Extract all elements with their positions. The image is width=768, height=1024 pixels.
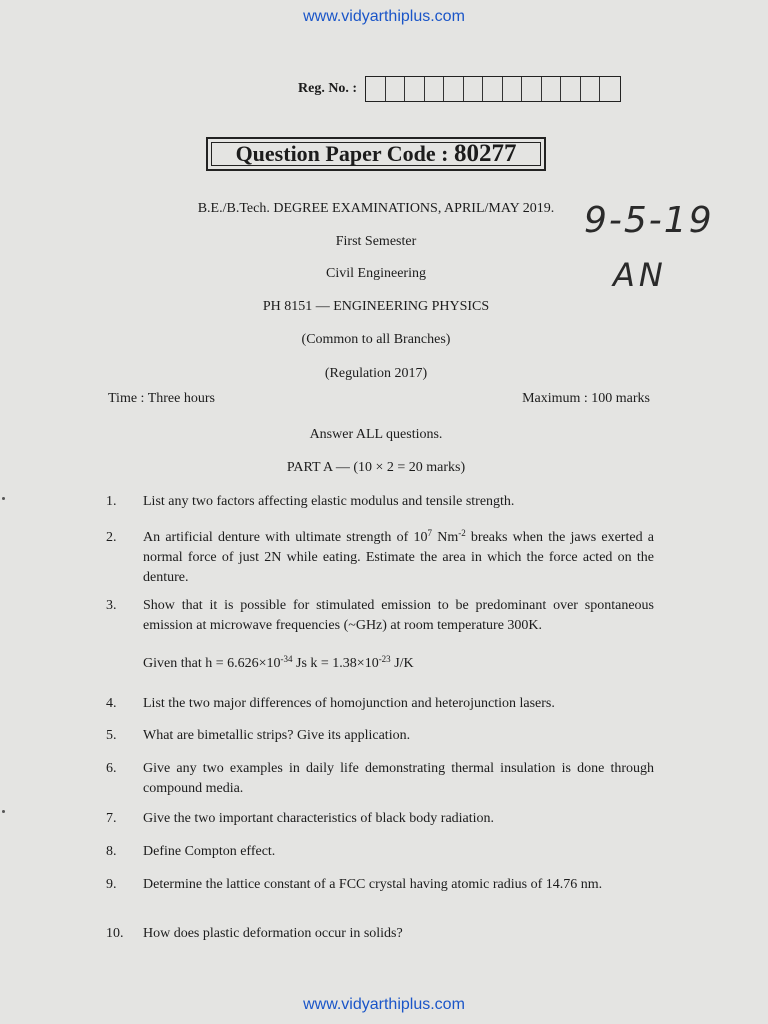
- question-text: Determine the lattice constant of a FCC crystal having atomic radius of 14.76 nm.: [143, 877, 603, 892]
- given-constants: Given that $h = 6.626\times 10^{-34}$ Js $k = 1.38\times 10^{-23}$ J/K: [143, 654, 414, 671]
- question-item: [106, 492, 654, 512]
- footer-url[interactable]: www.vidyarthiplus.com: [303, 996, 465, 1013]
- question-item: [106, 528, 654, 588]
- reg-no-box: [522, 77, 542, 101]
- handwritten-date: 9-5-19: [584, 200, 714, 241]
- scan-speck: [2, 810, 5, 813]
- reg-no-field: [298, 76, 621, 102]
- qpc-text: [236, 140, 517, 168]
- question-item: [106, 842, 654, 862]
- handwritten-session: AN: [613, 256, 667, 294]
- exam-title: B.E./B.Tech. DEGREE EXAMINATIONS, APRIL/MAY 2019.: [197, 201, 555, 216]
- time-marks-row: [108, 391, 650, 407]
- question-number: 7.: [106, 811, 117, 826]
- common-note: (Common to all Branches): [301, 332, 451, 347]
- exponent: -2: [458, 528, 466, 538]
- question-number: 8.: [106, 844, 117, 859]
- question-item: [106, 596, 654, 636]
- qpc-label: Question Paper Code :: [235, 141, 449, 166]
- instruction: Answer ALL questions.: [309, 427, 443, 442]
- question-text: Show that it is possible for stimulated emission to be predominant over spontaneous emission at microwave frequencies (~GHz) at room temperature 300K.: [143, 598, 654, 633]
- reg-no-box: [444, 77, 464, 101]
- time-label: Time : Three hours: [108, 391, 215, 406]
- question-number: 3.: [106, 598, 117, 613]
- question-text: What are bimetallic strips? Give its application.: [143, 728, 411, 743]
- reg-no-box: [425, 77, 445, 101]
- question-number: 5.: [106, 728, 117, 743]
- reg-no-box: [366, 77, 386, 101]
- question-number: 9.: [106, 877, 117, 892]
- question-number: 10.: [106, 926, 124, 941]
- reg-no-box: [581, 77, 601, 101]
- header-url[interactable]: www.vidyarthiplus.com: [303, 8, 465, 25]
- reg-no-box: [405, 77, 425, 101]
- reg-no-label: Reg. No. :: [298, 81, 358, 96]
- max-marks-label: Maximum : 100 marks: [522, 391, 650, 406]
- question-text: List the two major differences of homojunction and heterojunction lasers.: [143, 696, 555, 711]
- question-number: 2.: [106, 530, 117, 545]
- course-title: PH 8151 — ENGINEERING PHYSICS: [262, 299, 490, 314]
- exponent: 7: [427, 528, 432, 538]
- reg-no-box: [561, 77, 581, 101]
- question-item: [106, 809, 654, 829]
- question-number: 4.: [106, 696, 117, 711]
- question-item: [106, 694, 654, 714]
- semester: First Semester: [335, 234, 417, 249]
- reg-no-box: [464, 77, 484, 101]
- question-number: 1.: [106, 494, 117, 509]
- reg-no-box: [542, 77, 562, 101]
- reg-no-box: [503, 77, 523, 101]
- qpc-code: 80277: [453, 140, 517, 167]
- reg-no-box: [600, 77, 620, 101]
- question-number: 6.: [106, 761, 117, 776]
- reg-no-boxes: [365, 76, 621, 102]
- question-text: Give any two examples in daily life demonstrating thermal insulation is done through compound media.: [143, 761, 654, 796]
- question-item: [106, 924, 654, 944]
- regulation: (Regulation 2017): [324, 366, 428, 381]
- question-item: [106, 759, 654, 799]
- part-heading: PART A — (10 × 2 = 20 marks): [286, 460, 466, 475]
- question-text: List any two factors affecting elastic modulus and tensile strength.: [143, 494, 515, 509]
- question-text: Give the two important characteristics of black body radiation.: [143, 811, 495, 826]
- question-item: [106, 726, 654, 746]
- question-paper-code-box: [206, 137, 546, 171]
- reg-no-box: [386, 77, 406, 101]
- question-text: Define Compton effect.: [143, 844, 276, 859]
- scan-speck: [2, 497, 5, 500]
- question-text: An artificial denture with ultimate strength of $10^7$ $Nm^{-2}$ breaks when the jaws exerted a normal force of just 2N while eating. Estimate the area in which the force acted on the denture.: [143, 528, 654, 585]
- department: Civil Engineering: [326, 266, 426, 281]
- question-text: How does plastic deformation occur in solids?: [143, 926, 403, 941]
- question-item: [106, 875, 654, 895]
- reg-no-box: [483, 77, 503, 101]
